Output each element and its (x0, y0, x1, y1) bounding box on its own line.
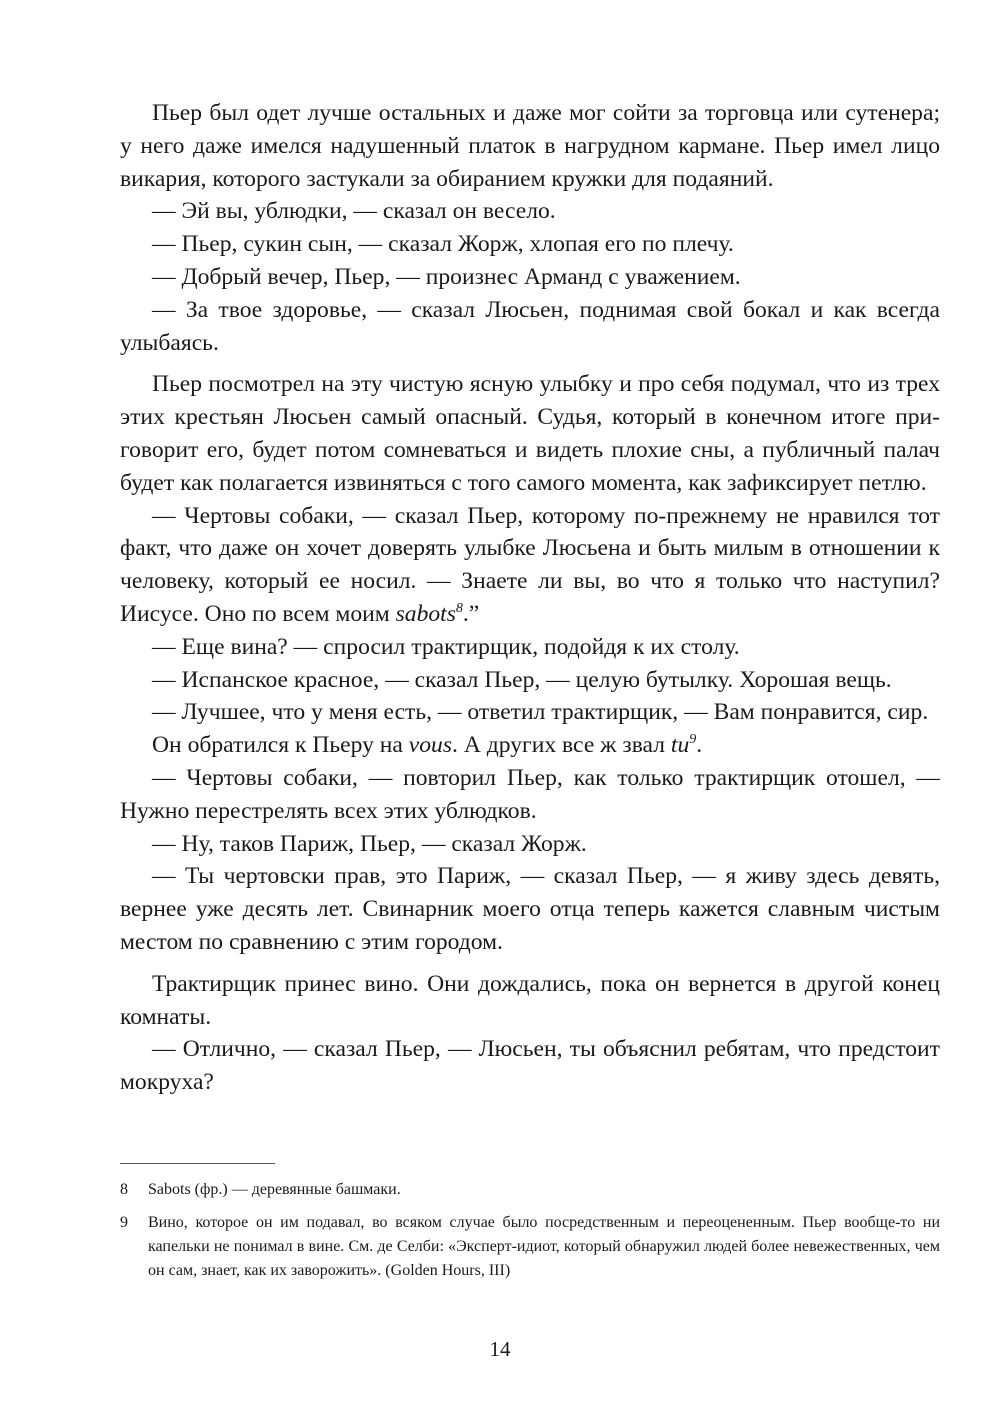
paragraph: Пьер был одет лучше остальных и даже мог сойти за торговца или сутенера; у него даже имелся надушенный платок в нагрудном кармане. Пьер имел лицо викария, которого застукали за обиранием кружки для подаяний. (120, 100, 940, 192)
footnote-number: 9 (120, 1214, 128, 1231)
footnote-ref-8[interactable]: 8 (455, 601, 463, 617)
paragraph: Он обратился к Пьеру на vous. А других все ж звал $tu^9$. (152, 732, 703, 759)
italic-term: sabots (395, 600, 456, 627)
dialogue-line: — Ну, таков Париж, Пьер, — сказал Жорж. (152, 830, 587, 857)
main-text (120, 97, 940, 1099)
paragraph: Трактирщик принес вино. Они дождались, пока он вернется в другой конец комнаты. (120, 970, 940, 1030)
dialogue-line: — Ты чертовски прав, это Париж, — сказал Пьер, — я живу здесь девять, вернее уже десять лет. Свинарник моего отца теперь кажется славным чистым местом по сравнению с этим городом. (120, 863, 940, 955)
footnote-text: Sabots (фр.) — деревянные башмаки. (148, 1181, 401, 1198)
dialogue-line: — Эй вы, ублюдки, — сказал он весело. (152, 198, 556, 225)
dialogue-line: — Испанское красное, — сказал Пьер, — целую бутылку. Хорошая вещь. (152, 666, 892, 693)
footnote-number: 8 (120, 1181, 128, 1198)
footnote-ref-9[interactable]: 9 (689, 732, 697, 748)
dialogue-line: — Чертовы собаки, — сказал Пьер, которому по-прежнему не нравился тот факт, что даже он хочет доверять улыбке Люсьена и быть милым в отношении к человеку, который ее носил. — Знаете ли вы, во что я только что наступил? Иисусе. Оно по всем моим sabots$^8$.” (120, 502, 940, 627)
footnotes (120, 1178, 940, 1292)
dialogue-line: — Отлично, — сказал Пьер, — Люсьен, ты объяснил ребятам, что предстоит мокруха? (120, 1036, 940, 1096)
footnote-divider (120, 1163, 275, 1164)
dialogue-line: — За твое здоровье, — сказал Люсьен, поднимая свой бокал и как всегда улыбаясь. (120, 296, 940, 356)
dialogue-line: — Чертовы собаки, — повторил Пьер, как только трактирщик отошел, — Нужно перестрелять всех этих ублюдков. (120, 764, 940, 824)
footnote-8 (120, 1178, 940, 1202)
dialogue-line: — Лучшее, что у меня есть, — ответил трактирщик, — Вам понравится, сир. (152, 699, 929, 726)
italic-term: vous (408, 732, 453, 759)
page-number: 14 (489, 1337, 511, 1361)
footnote-text: Вино, которое он им подавал, во всяком случае было посредственным и переоцененным. Пьер вообще-то ни капельки не понимал в вине. См. де Селби: «Эксперт-идиот, который обнаружил людей более невежественных, чем он сам, знает, как их заворожить». (Golden Hours, III) (148, 1214, 940, 1279)
paragraph: Пьер посмотрел на эту чистую ясную улыбку и про себя подумал, что из трех этих крестьян Люсьен самый опасный. Судья, который в конечном итоге приговорит его, будет потом сомневаться и видеть плохие сны, а публичный палач будет как полагается извиняться с того самого момента, как зафиксирует петлю. (120, 371, 940, 496)
italic-term: tu (670, 732, 690, 759)
dialogue-line: — Еще вина? — спросил трактирщик, подойдя к их столу. (152, 633, 740, 660)
footnote-9 (120, 1211, 940, 1283)
dialogue-line: — Добрый вечер, Пьер, — произнес Арманд с уважением. (152, 263, 741, 290)
dialogue-line: — Пьер, сукин сын, — сказал Жорж, хлопая его по плечу. (152, 231, 734, 258)
